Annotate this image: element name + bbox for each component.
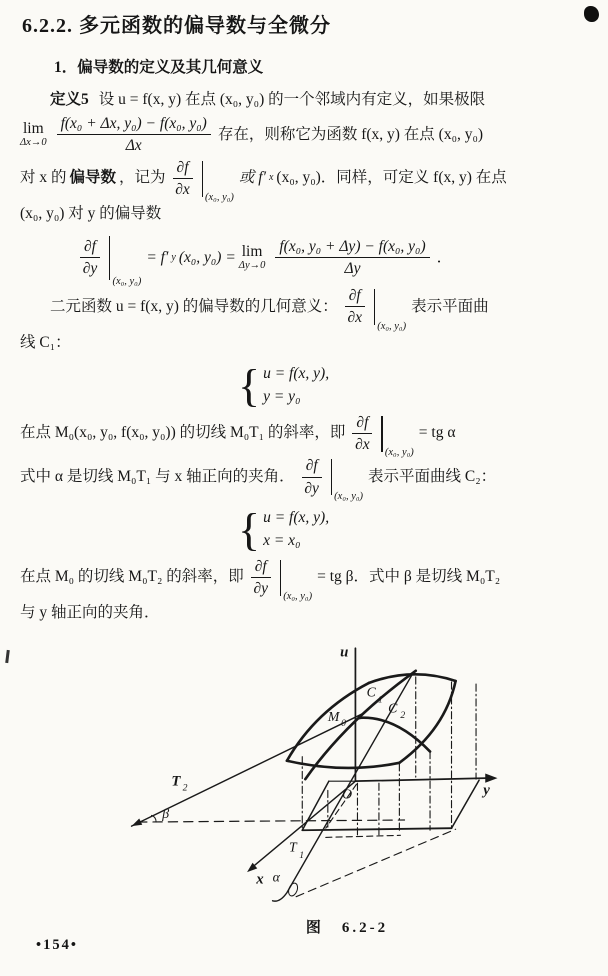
vertical-bar xyxy=(280,560,282,596)
evaluated-at-bar xyxy=(109,236,142,287)
text-line-angle-beta: 与 y 轴正向的夹角． xyxy=(20,604,160,622)
fraction-partial-x xyxy=(173,158,193,200)
text-line-partial-x xyxy=(20,158,588,204)
lim-subscript: Δy→0 xyxy=(238,260,266,272)
base-lower-dashed-line xyxy=(326,835,401,837)
case-rows xyxy=(263,506,329,553)
label-m0: M xyxy=(327,708,340,724)
numerator: f(x₀ + Δx, y₀) − f(x₀, y₀) xyxy=(57,114,211,135)
text-fragment: (x₀, y₀)．同样，可定义 f(x, y) 在点 xyxy=(276,169,507,187)
denominator: Δy xyxy=(344,260,361,278)
numerator: ∂f xyxy=(352,413,372,434)
label-t1-sub: 1 xyxy=(299,849,305,861)
eval-subscript: (x₀, y₀) xyxy=(384,447,414,459)
axis-y xyxy=(355,778,486,781)
beta-reference-dashed-line xyxy=(138,820,405,822)
vertical-bar xyxy=(202,161,204,197)
case-row: u = f(x, y), xyxy=(263,365,330,383)
label-c1: C xyxy=(366,684,376,700)
eval-subscript: (x₀, y₀) xyxy=(112,275,142,287)
formula-line-limit-y xyxy=(76,236,588,287)
evaluated-at-bar xyxy=(331,459,364,503)
evaluated-at-bar xyxy=(374,289,407,332)
fraction-partial-x xyxy=(352,413,372,455)
math-fragment: = f′ xyxy=(146,248,169,266)
lim-word: lim xyxy=(241,242,263,260)
label-u-axis: u xyxy=(340,644,349,661)
label-y-axis: y xyxy=(483,782,490,799)
surface-front-edge xyxy=(287,761,399,768)
base-right-edge xyxy=(452,780,480,828)
figure-caption: 图 6.2-2 xyxy=(305,920,389,937)
numerator: ∂f xyxy=(173,158,193,179)
denominator: Δx xyxy=(125,137,142,155)
evaluated-at-bar xyxy=(280,560,313,603)
evaluated-at-bar xyxy=(381,416,414,459)
case-row: u = f(x, y), xyxy=(263,509,330,527)
text-fragment: 对 x 的 xyxy=(20,169,67,187)
fraction-difference-quotient-x xyxy=(57,114,211,156)
fraction-partial-y xyxy=(251,557,271,599)
text-fragment: = tg β．式中 β 是切线 M₀T₂ xyxy=(317,568,501,586)
limit-operator xyxy=(239,244,266,272)
label-c2-sub: 2 xyxy=(400,709,406,721)
case-rows xyxy=(263,362,329,409)
text-fragment: 在点 M₀ 的切线 M₀T₂ 的斜率，即 xyxy=(20,568,244,586)
definition-paragraph xyxy=(50,89,588,111)
label-t2: T xyxy=(171,773,181,790)
arrowhead-y xyxy=(485,773,497,782)
text-fragment: 二元函数 u = f(x, y) 的偏导数的几何意义： xyxy=(50,297,338,315)
fraction-difference-quotient-y xyxy=(275,237,429,279)
formula-line-limit-x xyxy=(20,114,588,156)
text-fragment: 表示平面曲 xyxy=(411,297,489,315)
section-title: 6.2.2. 多元函数的偏导数与全微分 xyxy=(22,15,331,37)
label-c1-sub: 1 xyxy=(377,694,383,706)
text-line-slope-t1 xyxy=(20,413,588,459)
math-fragment: (x₀, y₀) = xyxy=(178,248,236,266)
denominator: ∂x xyxy=(347,309,362,327)
ink-blot xyxy=(584,6,599,22)
denominator: ∂y xyxy=(304,479,319,497)
alpha-reference-dashed-line xyxy=(296,829,455,896)
subscript-x: x xyxy=(268,172,274,184)
text-line-geometric-meaning xyxy=(20,286,588,332)
text-fragment: 式中 α 是切线 M₀T₁ 与 x 轴正向的夹角． xyxy=(20,468,295,486)
fraction-partial-y xyxy=(302,456,322,498)
label-t2-sub: 2 xyxy=(182,782,188,794)
limit-operator xyxy=(20,121,47,149)
case-row: x = x₀ xyxy=(263,532,301,550)
text-line-angle-alpha xyxy=(20,456,588,503)
base-front-edge xyxy=(302,828,451,830)
denominator: ∂y xyxy=(82,260,98,278)
eval-subscript: (x₀, y₀) xyxy=(283,591,313,603)
definition-body: 设 u = f(x, y) 在点 (x₀, y₀) 的一个邻域内有定义，如果极限 xyxy=(98,91,486,109)
math-fragment: 或 f′ xyxy=(238,169,266,187)
figure-6-2-2 xyxy=(106,639,588,940)
text-line-curve-c1: 线 C₁： xyxy=(20,333,71,351)
base-left-edge xyxy=(302,781,329,830)
vertical-bar xyxy=(381,416,383,452)
text-fragment: 存在，则称它为函数 f(x, y) 在点 (x₀, y₀) xyxy=(217,125,484,143)
lim-word: lim xyxy=(22,119,44,137)
label-x-axis: x xyxy=(256,871,264,888)
numerator: ∂f xyxy=(345,286,365,307)
numerator: ∂f xyxy=(302,456,322,477)
vertical-bar xyxy=(331,459,333,495)
surface-diagram xyxy=(106,639,566,907)
text-fragment: ，记为 xyxy=(119,169,166,187)
case-system-c2 xyxy=(238,503,588,555)
eval-subscript: (x₀, y₀) xyxy=(334,491,364,503)
text-fragment: = tg α xyxy=(418,424,456,442)
numerator: f(x₀, y₀ + Δy) − f(x₀, y₀) xyxy=(275,237,429,258)
point-m0 xyxy=(358,716,361,719)
denominator: ∂y xyxy=(253,580,268,597)
denominator: ∂x xyxy=(175,181,190,199)
label-beta: β xyxy=(162,805,170,821)
label-origin: O xyxy=(342,786,353,802)
bold-term: 偏导数 xyxy=(69,169,117,187)
left-brace: { xyxy=(238,503,261,555)
text-fragment: 在点 M₀(x₀, y₀, f(x₀, y₀)) 的切线 M₀T₁ 的斜率，即 xyxy=(20,424,346,442)
fraction-partial-y xyxy=(80,237,100,279)
evaluated-at-bar xyxy=(202,161,234,204)
page-number: •154• xyxy=(36,937,78,953)
case-system-c1 xyxy=(238,359,588,411)
alpha-angle-loop xyxy=(287,882,299,897)
lim-subscript: Δx→0 xyxy=(20,137,47,149)
subsection-heading: 1．偏导数的定义及其几何意义 xyxy=(54,59,264,76)
numerator: ∂f xyxy=(80,237,100,258)
definition-label: 定义5 xyxy=(50,91,89,109)
text-fragment: 表示平面曲线 C₂： xyxy=(368,468,497,486)
numerator: ∂f xyxy=(251,557,271,578)
text-fragment: ． xyxy=(436,248,453,266)
label-m0-sub: 0 xyxy=(341,717,346,729)
left-brace: { xyxy=(238,359,261,411)
vertical-bar xyxy=(374,289,376,325)
eval-subscript: (x₀, y₀) xyxy=(377,320,407,332)
case-row: y = y₀ xyxy=(263,388,301,406)
text-line-partial-y-intro: (x₀, y₀) 对 y 的偏导数 xyxy=(20,205,162,223)
subscript-y: y xyxy=(171,251,176,263)
fraction-partial-x xyxy=(345,286,365,328)
denominator: ∂x xyxy=(355,436,370,453)
label-c2: C xyxy=(388,700,398,716)
label-t1: T xyxy=(288,839,297,855)
eval-subscript: (x₀, y₀) xyxy=(205,192,234,204)
vertical-bar xyxy=(109,236,111,280)
text-line-slope-t2 xyxy=(20,557,588,603)
label-alpha: α xyxy=(272,869,280,885)
